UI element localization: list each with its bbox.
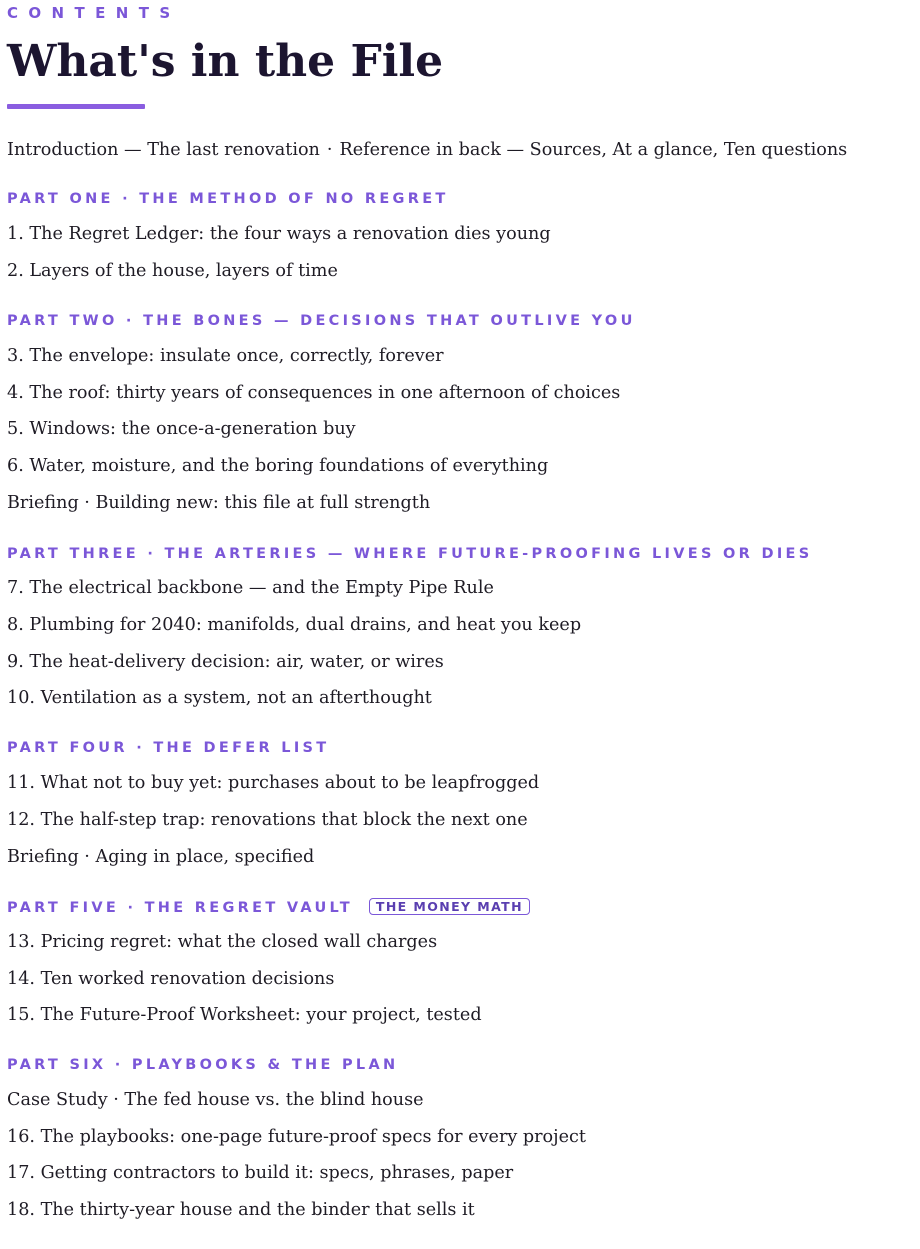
part-four-heading: PART FOUR · THE DEFER LIST <box>7 740 330 756</box>
title-underline-rule <box>7 104 145 109</box>
part-five-heading-text: PART FIVE · THE REGRET VAULT <box>7 900 353 916</box>
toc-entry[interactable]: 17. Getting contractors to build it: specs, phrases, paper <box>7 1163 514 1183</box>
toc-entry[interactable]: 10. Ventilation as a system, not an afterthought <box>7 688 432 708</box>
part-one-heading: PART ONE · THE METHOD OF NO REGRET <box>7 191 449 207</box>
intro-line <box>7 138 847 162</box>
toc-entry[interactable]: 14. Ten worked renovation decisions <box>7 969 335 989</box>
toc-entry[interactable]: 16. The playbooks: one-page future-proof specs for every project <box>7 1127 586 1147</box>
page-title: What's in the File <box>7 36 444 87</box>
toc-entry[interactable]: 15. The Future-Proof Worksheet: your project, tested <box>7 1005 482 1025</box>
toc-entry[interactable]: 11. What not to buy yet: purchases about to be leapfrogged <box>7 773 540 793</box>
toc-entry[interactable]: 18. The thirty-year house and the binder that sells it <box>7 1200 475 1220</box>
toc-entry[interactable]: 2. Layers of the house, layers of time <box>7 261 338 281</box>
toc-entry[interactable]: 1. The Regret Ledger: the four ways a renovation dies young <box>7 224 551 244</box>
toc-entry[interactable]: 13. Pricing regret: what the closed wall charges <box>7 932 438 952</box>
part-two-heading: PART TWO · THE BONES — DECISIONS THAT OUTLIVE YOU <box>7 313 636 329</box>
part-six-heading: PART SIX · PLAYBOOKS & THE PLAN <box>7 1057 399 1073</box>
toc-briefing-entry[interactable]: Briefing · Aging in place, specified <box>7 847 315 867</box>
money-math-badge: THE MONEY MATH <box>369 898 530 915</box>
toc-case-study-entry[interactable]: Case Study · The fed house vs. the blind house <box>7 1090 424 1110</box>
toc-entry[interactable]: 8. Plumbing for 2040: manifolds, dual drains, and heat you keep <box>7 615 582 635</box>
toc-entry[interactable]: 9. The heat-delivery decision: air, water, or wires <box>7 652 444 672</box>
toc-entry[interactable]: 6. Water, moisture, and the boring foundations of everything <box>7 456 549 476</box>
intro-separator: · <box>326 140 333 160</box>
toc-entry[interactable]: 12. The half-step trap: renovations that block the next one <box>7 810 528 830</box>
introduction-link[interactable]: Introduction — The last renovation <box>7 140 320 160</box>
contents-eyebrow: CONTENTS <box>7 4 181 22</box>
toc-entry[interactable]: 7. The electrical backbone — and the Empty Pipe Rule <box>7 578 494 598</box>
part-three-heading: PART THREE · THE ARTERIES — WHERE FUTURE-PROOFING LIVES OR DIES <box>7 546 813 562</box>
toc-entry[interactable]: 5. Windows: the once-a-generation buy <box>7 419 356 439</box>
toc-entry[interactable]: 3. The envelope: insulate once, correctly, forever <box>7 346 444 366</box>
toc-briefing-entry[interactable]: Briefing · Building new: this file at full strength <box>7 493 431 513</box>
toc-entry[interactable]: 4. The roof: thirty years of consequences in one afternoon of choices <box>7 383 621 403</box>
part-five-heading <box>7 898 530 917</box>
reference-link[interactable]: Reference in back — Sources, At a glance, Ten questions <box>339 140 848 160</box>
